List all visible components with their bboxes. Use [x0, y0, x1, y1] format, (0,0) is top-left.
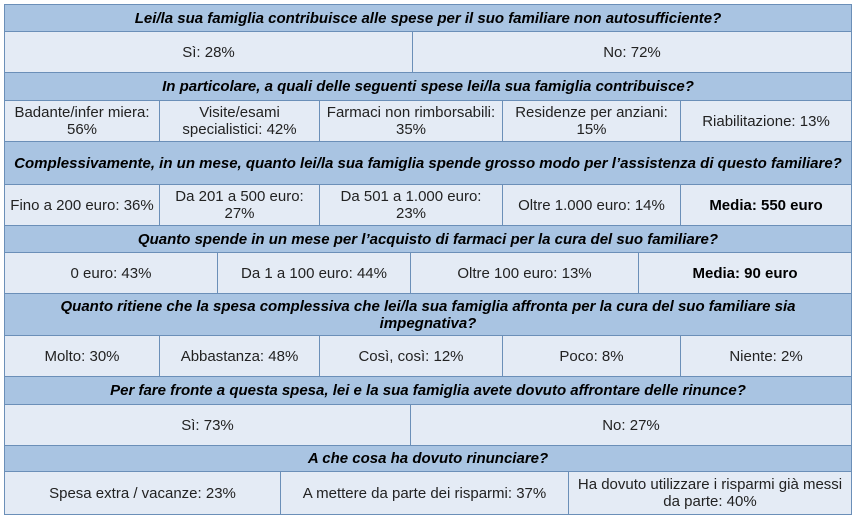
answer-average-spend: Media: 550 euro [681, 185, 851, 225]
question-expense-types: In particolare, a quali delle seguenti spese lei/la sua famiglia contribuisce? [5, 73, 851, 101]
question-burden: Quanto ritiene che la spesa complessiva che lei/la sua famiglia affronta per la cura del suo familiare sia impegnativa? [5, 294, 851, 336]
answer-rehabilitation: Riabilitazione: 13% [681, 101, 851, 141]
answers-medicine-spend [5, 253, 851, 294]
answer-yes: Sì: 73% [5, 405, 411, 445]
question-medicine-spend: Quanto spende in un mese per l’acquisto di farmaci per la cura del suo familiare? [5, 226, 851, 253]
answer-no: No: 27% [411, 405, 851, 445]
answer-quite: Abbastanza: 48% [160, 336, 320, 376]
answer-little: Poco: 8% [503, 336, 681, 376]
question-contributes: Lei/la sua famiglia contribuisce alle spese per il suo familiare non autosufficiente? [5, 5, 851, 32]
answer-caregiver: Badante/infer miera: 56% [5, 101, 160, 141]
answer-1-100-euro: Da 1 a 100 euro: 44% [218, 253, 411, 293]
answer-used-savings: Ha dovuto utilizzare i risparmi già messi da parte: 40% [569, 472, 851, 514]
answer-over-100-euro: Oltre 100 euro: 13% [411, 253, 639, 293]
answer-extra-vacations: Spesa extra / vacanze: 23% [5, 472, 281, 514]
answer-up-to-200: Fino a 200 euro: 36% [5, 185, 160, 225]
answers-what-given-up [5, 472, 851, 514]
answer-nothing: Niente: 2% [681, 336, 851, 376]
answer-over-1000: Oltre 1.000 euro: 14% [503, 185, 681, 225]
question-monthly-spend: Complessivamente, in un mese, quanto lei/la sua famiglia spende grosso modo per l’assistenza di questo familiare? [5, 142, 851, 185]
answer-medicines: Farmaci non rimborsabili: 35% [320, 101, 503, 141]
question-sacrifices: Per fare fronte a questa spesa, lei e la sua famiglia avete dovuto affrontare delle rinunce? [5, 377, 851, 405]
answer-yes: Sì: 28% [5, 32, 413, 72]
question-what-given-up: A che cosa ha dovuto rinunciare? [5, 446, 851, 472]
answer-no: No: 72% [413, 32, 851, 72]
answer-201-500: Da 201 a 500 euro: 27% [160, 185, 320, 225]
answer-very: Molto: 30% [5, 336, 160, 376]
answers-contributes [5, 32, 851, 73]
answer-so-so: Così, così: 12% [320, 336, 503, 376]
answer-average-medicine: Media: 90 euro [639, 253, 851, 293]
answer-501-1000: Da 501 a 1.000 euro: 23% [320, 185, 503, 225]
answers-expense-types [5, 101, 851, 142]
answers-burden [5, 336, 851, 377]
survey-table [4, 4, 852, 515]
answer-specialist-visits: Visite/esami specialistici: 42% [160, 101, 320, 141]
answer-saving: A mettere da parte dei risparmi: 37% [281, 472, 569, 514]
answers-sacrifices [5, 405, 851, 446]
answer-zero-euro: 0 euro: 43% [5, 253, 218, 293]
answer-residences: Residenze per anziani: 15% [503, 101, 681, 141]
answers-monthly-spend [5, 185, 851, 226]
